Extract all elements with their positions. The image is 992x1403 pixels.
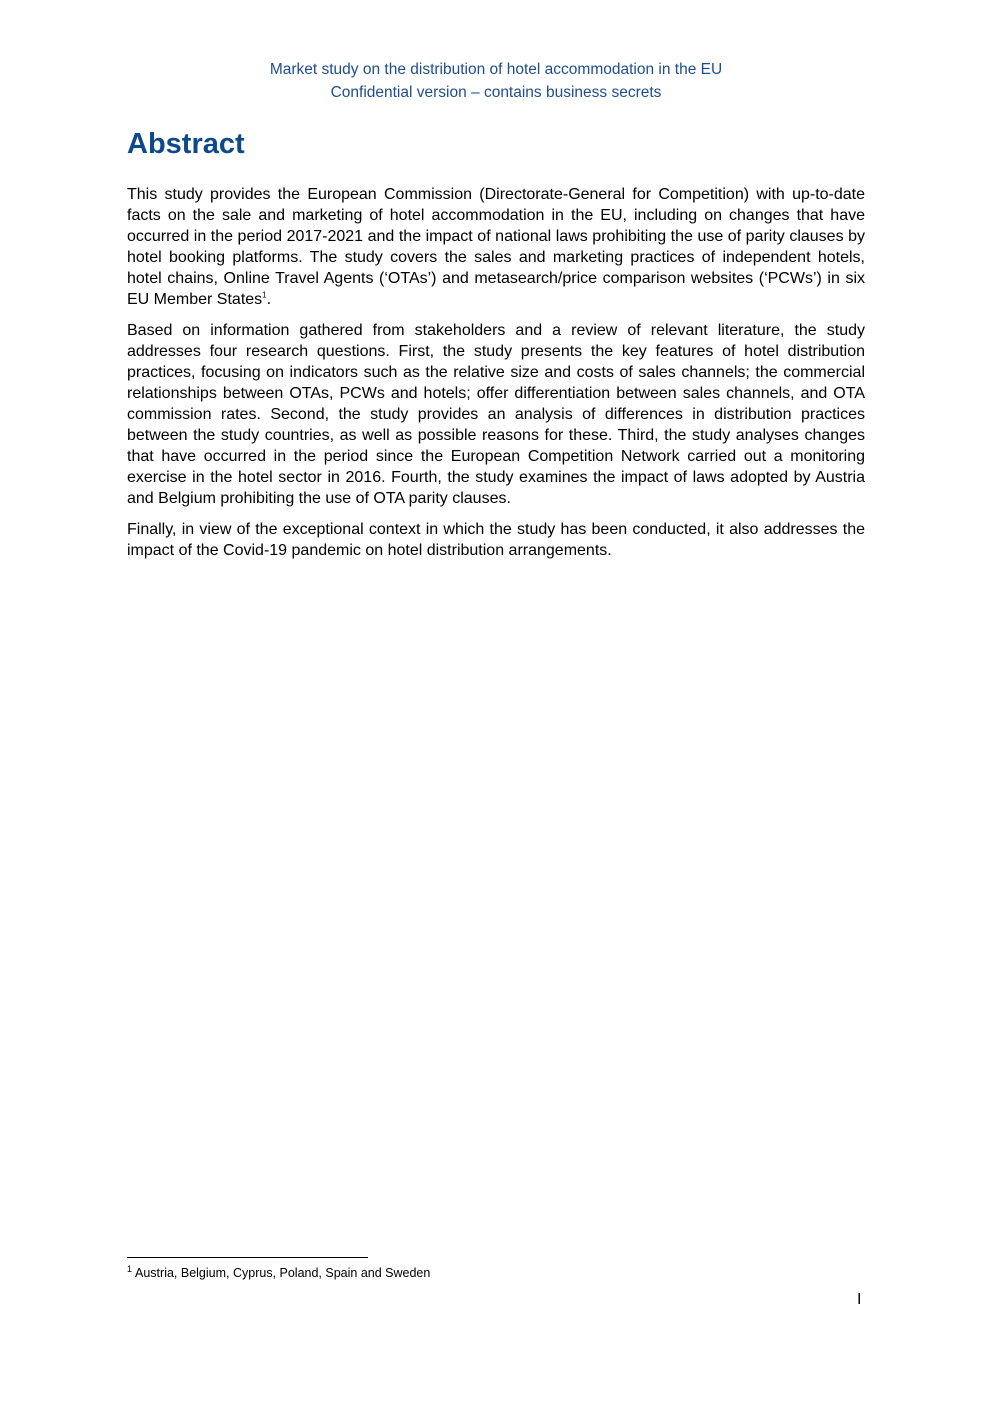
- page-title: Abstract: [127, 128, 245, 160]
- header-title: Market study on the distribution of hotel accommodation in the EU: [269, 61, 723, 78]
- header-confidentiality-note: Confidential version – contains business secrets: [330, 84, 662, 101]
- footnote: [127, 1265, 430, 1281]
- paragraph-text: This study provides the European Commission (Directorate-General for Competition) with up-to-date facts on the sale and marketing of hotel accommodation in the EU, including on changes that have occurred in the period 2017-2021 and the impact of national laws prohibiting the use of parity clauses by hotel booking platforms. The study covers the sales and marketing practices of independent hotels, hotel chains, Online Travel Agents (‘OTAs’) and metasearch/price comparison websites (‘PCWs’) in six EU Member States: [127, 186, 865, 308]
- abstract-body: [127, 184, 865, 571]
- abstract-paragraph-3: Finally, in view of the exceptional context in which the study has been conducted, it also addresses the impact of the Covid-19 pandemic on hotel distribution arrangements.: [127, 521, 865, 559]
- footnote-reference[interactable]: 1: [262, 290, 267, 300]
- abstract-paragraph-1: This study provides the European Commission (Directorate-General for Competition) with up-to-date facts on the sale and marketing of hotel accommodation in the EU, including on changes that have occurred in the period 2017-2021 and the impact of national laws prohibiting the use of parity clauses by hotel booking platforms. The study covers the sales and marketing practices of independent hotels, hotel chains, Online Travel Agents (‘OTAs’) and metasearch/price comparison websites (‘PCWs’) in six EU Member States$^1$.: [127, 186, 865, 308]
- footnote-text: Austria, Belgium, Cyprus, Poland, Spain and Sweden: [135, 1266, 431, 1280]
- abstract-paragraph-2: Based on information gathered from stakeholders and a review of relevant literature, the study addresses four research questions. First, the study presents the key features of hotel distribution practices, focusing on indicators such as the relative size and costs of sales channels; the commercial relationships between OTAs, PCWs and hotels; offer differentiation between sales channels, and OTA commission rates. Second, the study provides an analysis of differences in distribution practices between the study countries, as well as possible reasons for these. Third, the study analyses changes that have occurred in the period since the European Competition Network carried out a monitoring exercise in the hotel sector in 2016. Fourth, the study examines the impact of laws adopted by Austria and Belgium prohibiting the use of OTA parity clauses.: [127, 322, 865, 507]
- footnote-separator: [127, 1257, 368, 1258]
- page-number: I: [857, 1291, 862, 1308]
- footnote-number: 1: [127, 1263, 133, 1274]
- running-header: [0, 58, 992, 104]
